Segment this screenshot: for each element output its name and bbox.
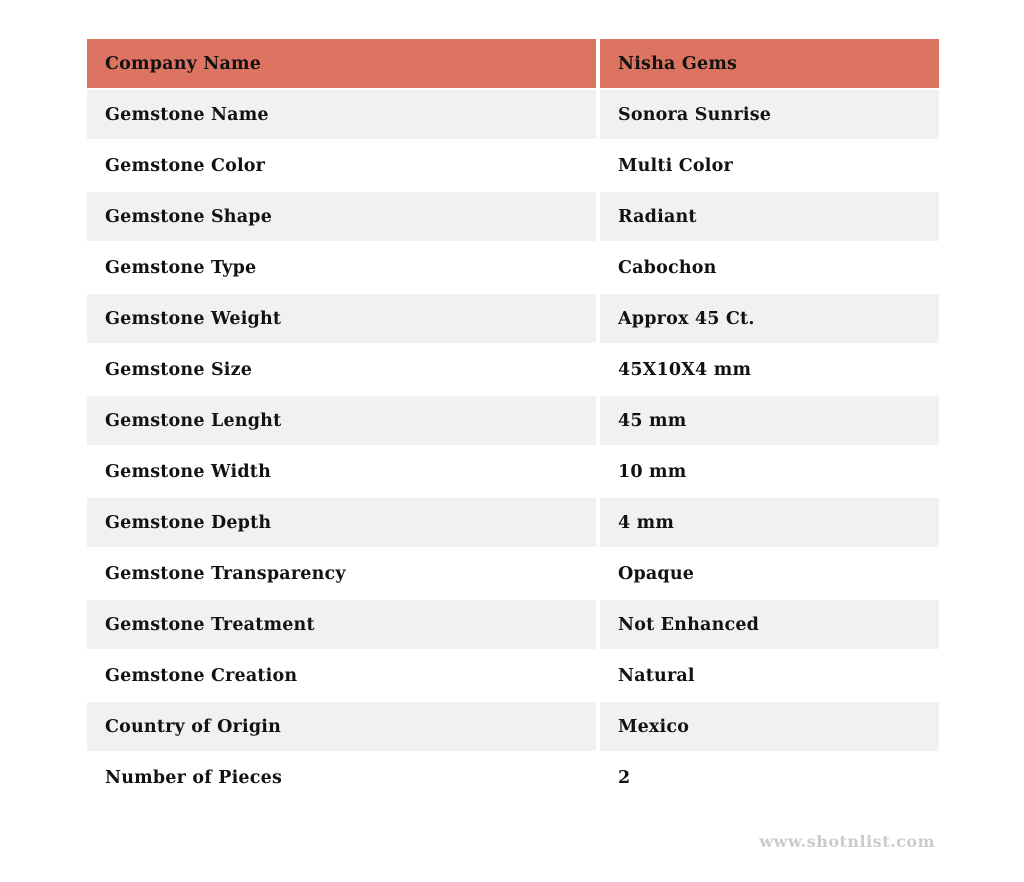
- field-value-cell: Mexico: [600, 702, 939, 751]
- table-row: [87, 549, 939, 598]
- field-value-cell: 45 mm: [600, 396, 939, 445]
- table-row: [87, 753, 939, 802]
- field-value-cell: 2: [600, 753, 939, 802]
- table-row: [87, 447, 939, 496]
- watermark-text: www.shotnlist.com: [759, 832, 935, 851]
- field-label-cell: Gemstone Size: [87, 345, 596, 394]
- field-label-cell: Gemstone Color: [87, 141, 596, 190]
- field-label-cell: Gemstone Type: [87, 243, 596, 292]
- field-label-cell: Number of Pieces: [87, 753, 596, 802]
- field-value-cell: 10 mm: [600, 447, 939, 496]
- field-value-cell: Opaque: [600, 549, 939, 598]
- field-value-cell: Approx 45 Ct.: [600, 294, 939, 343]
- field-label-cell: Gemstone Creation: [87, 651, 596, 700]
- table-row: [87, 294, 939, 343]
- table-row: [87, 396, 939, 445]
- field-label-cell: Country of Origin: [87, 702, 596, 751]
- field-label-cell: Gemstone Depth: [87, 498, 596, 547]
- table-row: [87, 90, 939, 139]
- header-value-cell: Nisha Gems: [600, 39, 939, 88]
- field-value-cell: 45X10X4 mm: [600, 345, 939, 394]
- table-row: [87, 243, 939, 292]
- field-value-cell: Sonora Sunrise: [600, 90, 939, 139]
- field-label-cell: Gemstone Lenght: [87, 396, 596, 445]
- field-label-cell: Gemstone Weight: [87, 294, 596, 343]
- table-row: [87, 498, 939, 547]
- field-value-cell: Natural: [600, 651, 939, 700]
- field-label-cell: Gemstone Width: [87, 447, 596, 496]
- field-label-cell: Gemstone Name: [87, 90, 596, 139]
- field-value-cell: Multi Color: [600, 141, 939, 190]
- table-row: [87, 702, 939, 751]
- table-row: [87, 600, 939, 649]
- field-label-cell: Gemstone Shape: [87, 192, 596, 241]
- field-label-cell: Gemstone Treatment: [87, 600, 596, 649]
- table-row: [87, 651, 939, 700]
- field-value-cell: 4 mm: [600, 498, 939, 547]
- field-value-cell: Not Enhanced: [600, 600, 939, 649]
- gemstone-spec-table: [87, 39, 939, 804]
- table-row: [87, 345, 939, 394]
- field-value-cell: Cabochon: [600, 243, 939, 292]
- table-row: [87, 192, 939, 241]
- table-header-row: [87, 39, 939, 88]
- header-label-cell: Company Name: [87, 39, 596, 88]
- field-value-cell: Radiant: [600, 192, 939, 241]
- table-body: [87, 90, 939, 802]
- table-row: [87, 141, 939, 190]
- field-label-cell: Gemstone Transparency: [87, 549, 596, 598]
